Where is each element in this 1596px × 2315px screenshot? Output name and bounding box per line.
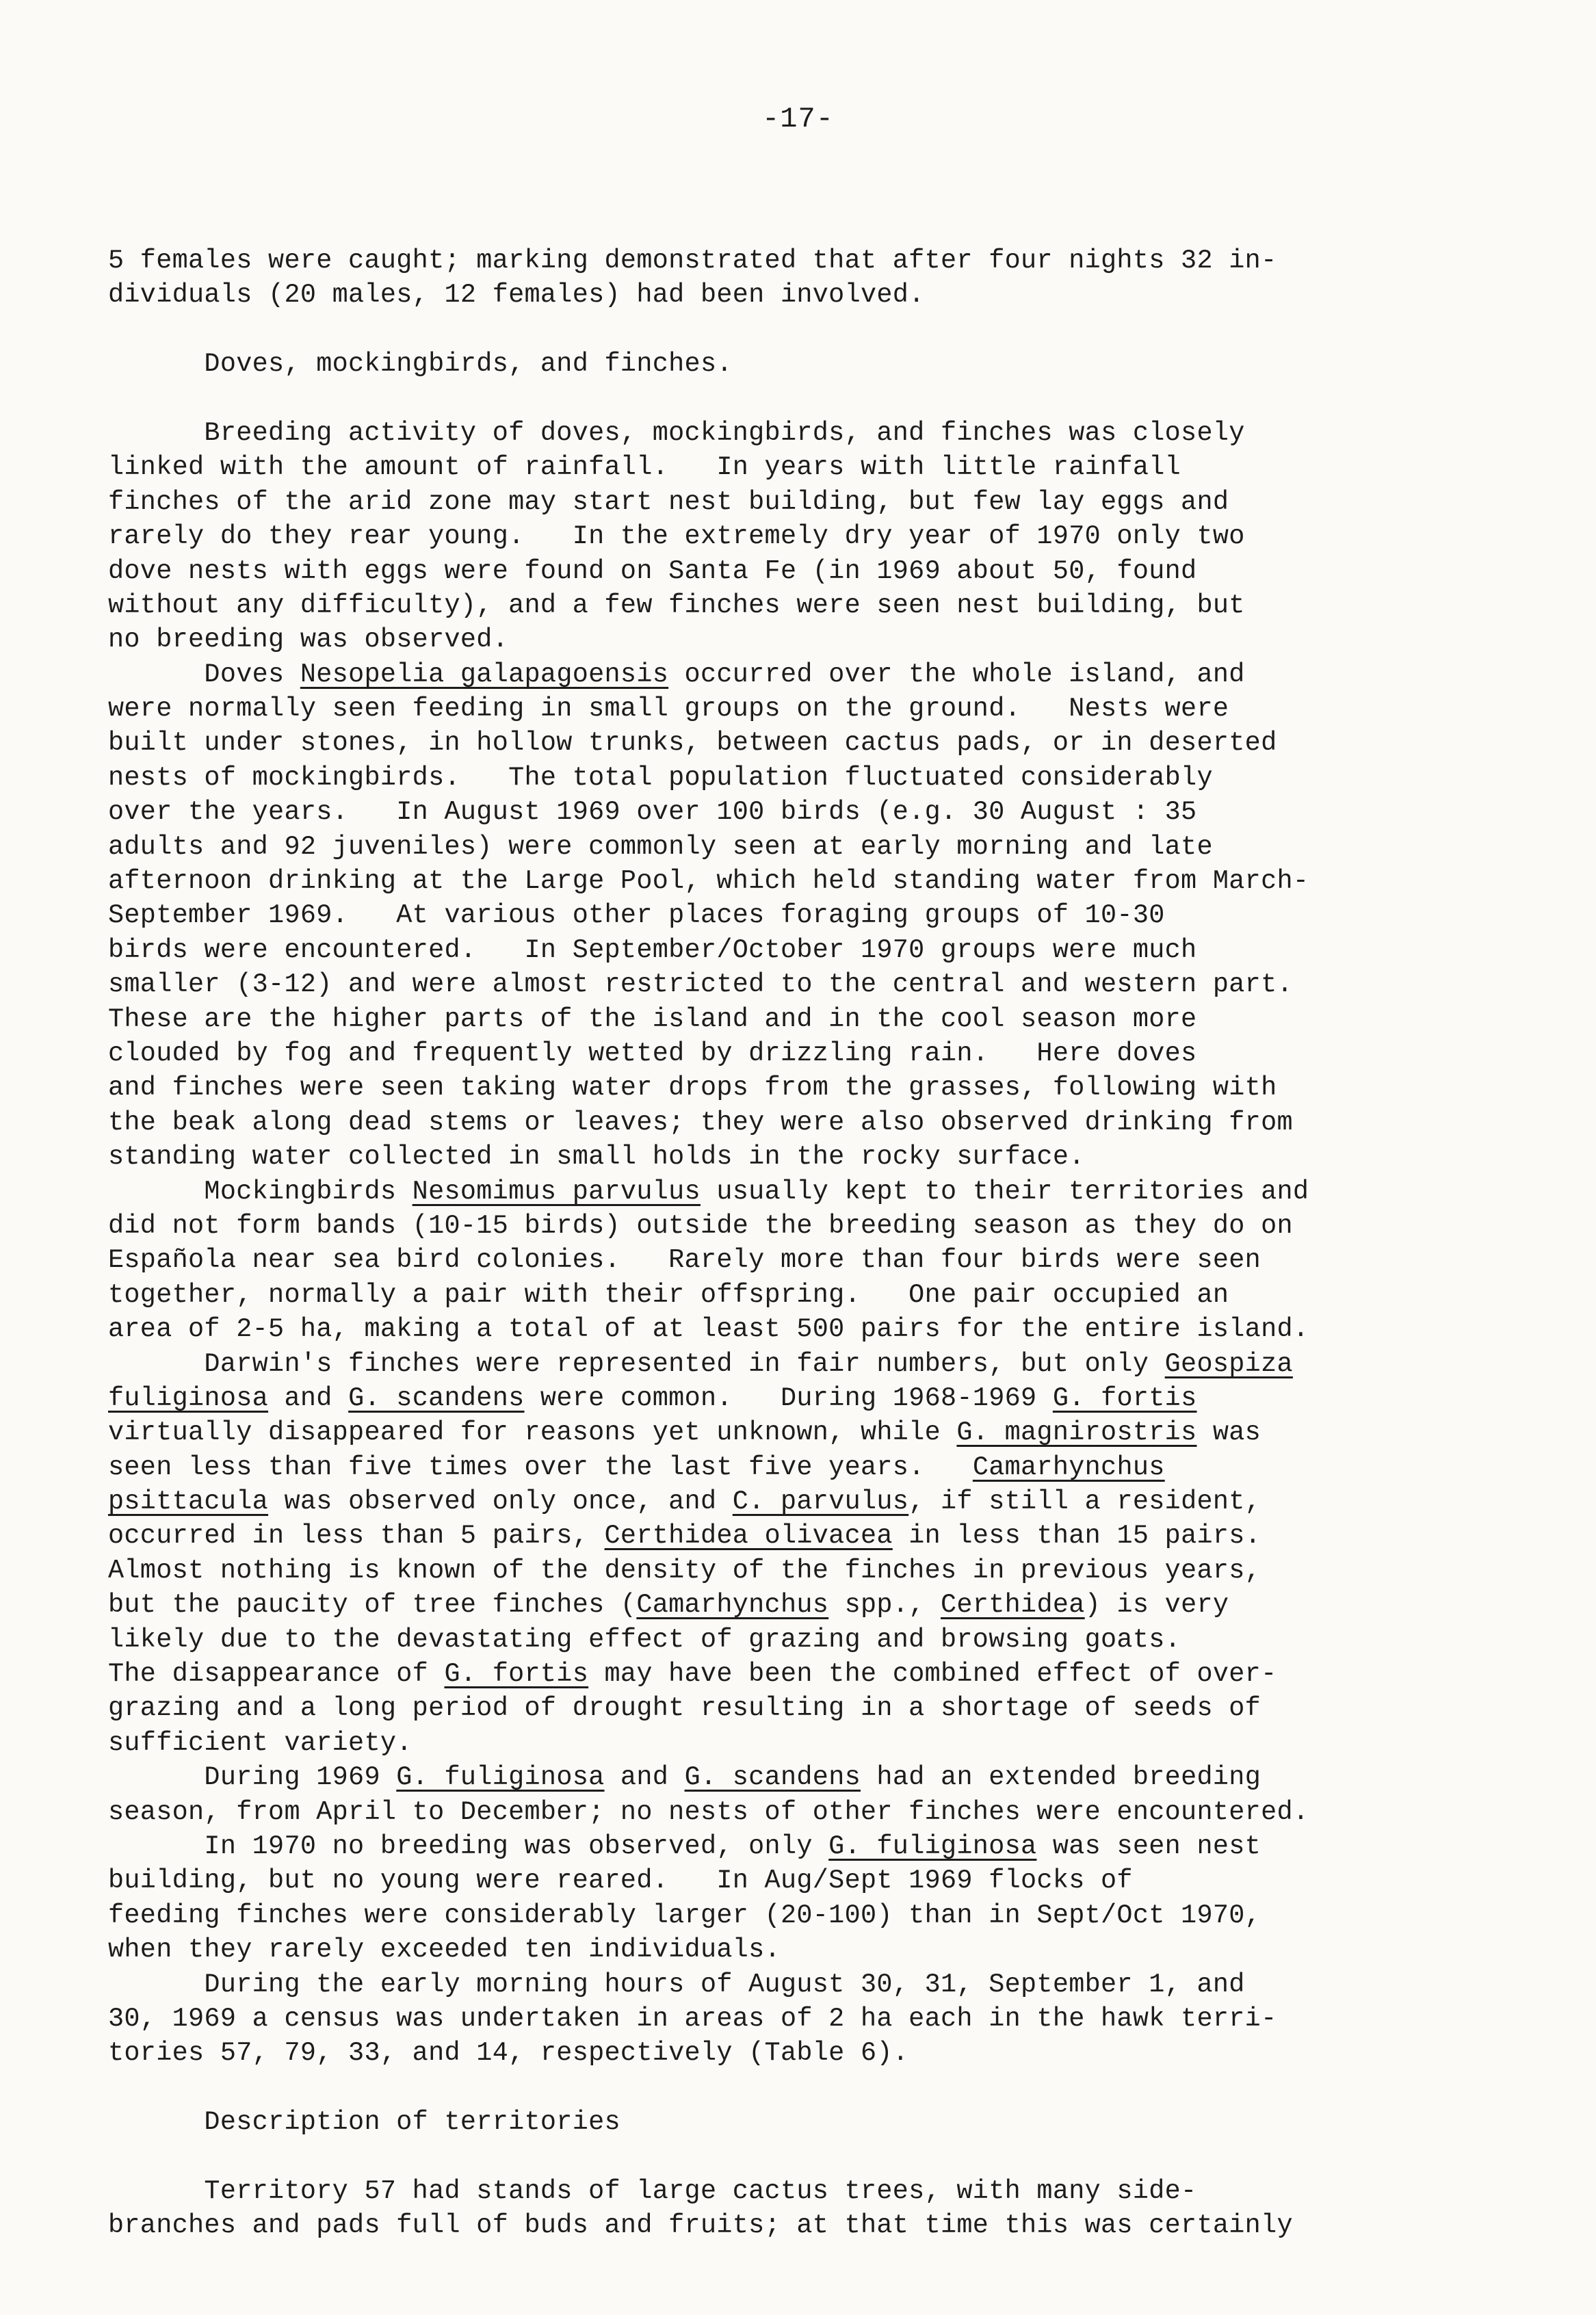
text-line: season, from April to December; no nests of other finches were encountered. [108,1796,1309,1827]
text-line: smaller (3-12) and were almost restricted to the central and western part. [108,969,1293,1000]
blank-line [108,2071,1504,2105]
text-line: were normally seen feeding in small groups on the ground. Nests were [108,694,1229,724]
species-name: Certhidea [941,1590,1085,1621]
text-line: During the early morning hours of August 30, 31, September 1, and [108,1969,1245,2000]
species-name: Nesomimus parvulus [412,1176,701,1207]
blank-line [108,382,1504,416]
species-name: fuliginosa [108,1383,269,1413]
text-line: sufficient variety. [108,1727,413,1758]
text-line: nests of mockingbirds. The total population fluctuated considerably [108,762,1213,793]
text-line: Mockingbirds Nesomimus parvulus usually kept to their territories and [108,1176,1309,1207]
text-line: birds were encountered. In September/October 1970 groups were much [108,934,1197,965]
page-number: -17- [762,103,834,135]
text-line: finches of the arid zone may start nest building, but few lay eggs and [108,486,1229,517]
text-line: afternoon drinking at the Large Pool, which held standing water from March- [108,866,1309,897]
text-line: Darwin's finches were represented in fair numbers, but only Geospiza [108,1348,1293,1379]
text-line: Doves, mockingbirds, and finches. [108,349,733,380]
text-line: the beak along dead stems or leaves; they were also observed drinking from [108,1107,1293,1138]
species-name: Geospiza [1164,1348,1293,1379]
text-line: September 1969. At various other places foraging groups of 10-30 [108,900,1165,931]
species-name: Camarhynchus [972,1452,1165,1482]
species-name: Nesopelia galapagoensis [300,659,669,690]
text-line: adults and 92 juveniles) were commonly seen at early morning and late [108,831,1213,862]
text-line: no breeding was observed. [108,625,509,655]
text-line: standing water collected in small holds in the rocky surface. [108,1142,1085,1173]
text-line: 5 females were caught; marking demonstrated that after four nights 32 in- [108,246,1277,276]
text-line: over the years. In August 1969 over 100 birds (e.g. 30 August : 35 [108,797,1197,828]
text-line: and finches were seen taking water drops from the grasses, following with [108,1073,1277,1103]
text-line: Description of territories [108,2107,620,2138]
species-name: G. fortis [1052,1383,1197,1413]
text-line: when they rarely exceeded ten individuals. [108,1935,781,1965]
text-line: without any difficulty), and a few finches were seen nest building, but [108,590,1245,620]
text-line: built under stones, in hollow trunks, between cactus pads, or in deserted [108,728,1277,759]
blank-line [108,313,1504,347]
text-line: area of 2-5 ha, making a total of at least 500 pairs for the entire island. [108,1314,1309,1345]
text-line: 30, 1969 a census was undertaken in areas of 2 ha each in the hawk terri- [108,2003,1277,2034]
species-name: G. fortis [444,1659,589,1690]
species-name: G. fuliginosa [396,1762,605,1793]
species-name: G. magnirostris [956,1417,1197,1448]
species-name: G. fuliginosa [828,1831,1037,1861]
text-line: likely due to the devastating effect of grazing and browsing goats. [108,1624,1181,1655]
species-name: Camarhynchus [636,1590,829,1621]
text-line: Territory 57 had stands of large cactus trees, with many side- [108,2175,1197,2206]
text-line: fuliginosa and G. scandens were common. During 1968-1969 G. fortis [108,1383,1197,1413]
text-line: In 1970 no breeding was observed, only G. fuliginosa was seen nest [108,1831,1261,1861]
text-line: During 1969 G. fuliginosa and G. scandens had an extended breeding [108,1762,1261,1793]
text-line: Breeding activity of doves, mockingbirds, and finches was closely [108,417,1245,448]
text-line: tories 57, 79, 33, and 14, respectively (Table 6). [108,2038,909,2069]
text-line: Doves Nesopelia galapagoensis occurred over the whole island, and [108,659,1245,690]
text-line: Española near sea bird colonies. Rarely more than four birds were seen [108,1245,1261,1276]
blank-line [108,2139,1504,2173]
text-line: linked with the amount of rainfall. In years with little rainfall [108,452,1181,483]
species-name: C. parvulus [732,1487,909,1517]
text-line: These are the higher parts of the island and in the cool season more [108,1004,1197,1034]
text-line: rarely do they rear young. In the extremely dry year of 1970 only two [108,521,1245,552]
text-line: grazing and a long period of drought resulting in a shortage of seeds of [108,1693,1261,1724]
body-text [108,244,1504,2243]
text-line: seen less than five times over the last five years. Camarhynchus [108,1452,1165,1482]
text-line: together, normally a pair with their offspring. One pair occupied an [108,1279,1229,1310]
text-line: clouded by fog and frequently wetted by drizzling rain. Here doves [108,1038,1197,1069]
species-name: G. scandens [348,1383,525,1413]
text-line: did not form bands (10-15 birds) outside the breeding season as they do on [108,1210,1293,1241]
text-line: feeding finches were considerably larger (20-100) than in Sept/Oct 1970, [108,1900,1261,1931]
text-line: psittacula was observed only once, and C. parvulus, if still a resident, [108,1487,1261,1517]
species-name: Certhidea olivacea [604,1521,893,1552]
text-line: branches and pads full of buds and fruits; at that time this was certainly [108,2210,1293,2241]
text-line: virtually disappeared for reasons yet unknown, while G. magnirostris was [108,1417,1261,1448]
text-line: but the paucity of tree finches (Camarhynchus spp., Certhidea) is very [108,1590,1229,1621]
text-line: Almost nothing is known of the density of the finches in previous years, [108,1555,1261,1586]
text-line: dividuals (20 males, 12 females) had been involved. [108,280,925,311]
text-line: The disappearance of G. fortis may have been the combined effect of over- [108,1659,1277,1690]
species-name: psittacula [108,1487,269,1517]
text-line: dove nests with eggs were found on Santa Fe (in 1969 about 50, found [108,555,1197,586]
text-line: occurred in less than 5 pairs, Certhidea olivacea in less than 15 pairs. [108,1521,1261,1552]
species-name: G. scandens [684,1762,861,1793]
text-line: building, but no young were reared. In Aug/Sept 1969 flocks of [108,1866,1133,1896]
